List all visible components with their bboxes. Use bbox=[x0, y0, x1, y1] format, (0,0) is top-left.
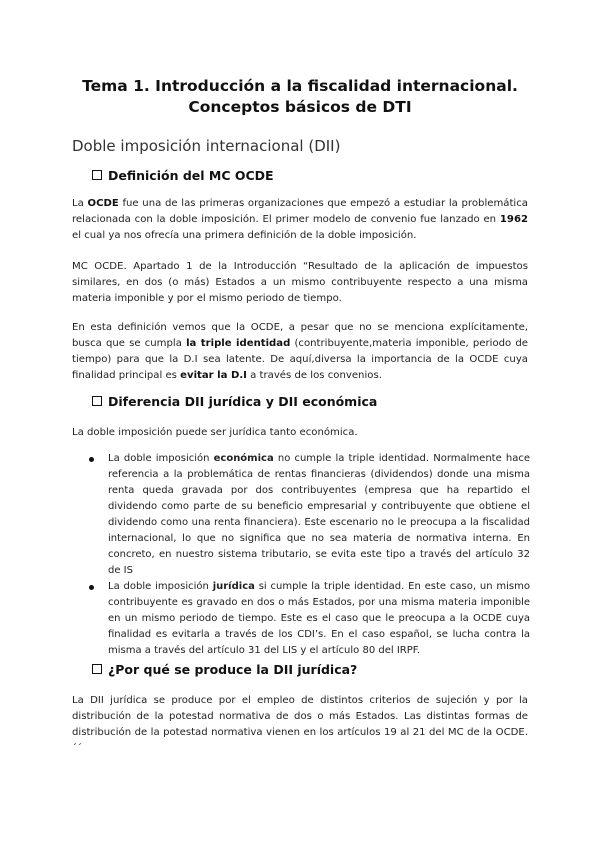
checkbox-icon bbox=[92, 664, 102, 674]
subheading-text: Diferencia DII jurídica y DII económica bbox=[108, 394, 378, 409]
paragraph-triple-identidad: En esta definición vemos que la OCDE, a pesar que no se menciona explícitamente, busca que se cumpla la triple identidad (contribuyente,materia imponible, periodo de tiempo) para que la D.I sea latente. De aquí,diversa la importancia de la OCDE cuya finalidad principal es evitar la D.I a través de los convenios. bbox=[72, 322, 528, 381]
title-line-2: Conceptos básicos de DTI bbox=[188, 98, 412, 116]
bullet-list bbox=[72, 451, 530, 659]
bullet-icon bbox=[89, 585, 94, 590]
list-item: La doble imposición económica no cumple la triple identidad. Normalmente hace referencia a la problemática de rentas financieras (dividendos) donde una misma renta queda gravada por dos contribuyentes (empresa que ha repartido el dividendo como parte de su beneficio empresarial y contribuyente que obtiene el dividendo como una renta financiera). Este escenario no le preocupa a la fiscalidad internacional, lo que no significa que no sea materia de normativa interna. En concreto, en nuestro sistema tributario, se evita este tipo a través del artículo 32 de IS bbox=[72, 451, 530, 579]
paragraph-dii-juridica: La DII jurídica se produce por el empleo de distintos criterios de sujeción y por la distribución de la potestad normativa de dos o más Estados. Las distintas formas de distribución de la potestad normativa vienen en los artículos 19 al 21 del MC de la OCDE.´´ bbox=[72, 695, 528, 754]
page-title bbox=[0, 76, 600, 118]
checkbox-icon bbox=[92, 170, 102, 180]
subheading-text: ¿Por qué se produce la DII jurídica? bbox=[108, 662, 358, 677]
subheading-diferencia bbox=[92, 394, 377, 409]
checkbox-icon bbox=[92, 396, 102, 406]
list-item: La doble imposición jurídica si cumple la triple identidad. En este caso, un mismo contribuyente es gravado en dos o más Estados, por una misma materia imponible en un mismo periodo de tiempo. Este es el caso que le preocupa a la OCDE cuya finalidad es evitarla a través de los CDI’s. En el caso español, se lucha contra la misma a través del artículo 31 del LIS y el artículo 80 del IRPF. bbox=[72, 579, 530, 659]
paragraph-mc-ocde: MC OCDE. Apartado 1 de la Introducción “Resultado de la aplicación de impuestos similares, en dos (o más) Estados a un mismo contribuyente respecto a una misma materia imponible y por el mismo periodo de tiempo. bbox=[72, 261, 528, 304]
subheading-definicion bbox=[92, 168, 274, 183]
paragraph-diferencia-intro: La doble imposición puede ser jurídica tanto económica. bbox=[72, 427, 358, 438]
section-heading: Doble imposición internacional (DII) bbox=[72, 137, 341, 155]
title-line-1: Tema 1. Introducción a la fiscalidad internacional. bbox=[82, 77, 518, 95]
subheading-por-que bbox=[92, 662, 357, 677]
bullet-icon bbox=[89, 457, 94, 462]
subheading-text: Definición del MC OCDE bbox=[108, 168, 274, 183]
paragraph-ocde-intro: La OCDE fue una de las primeras organizaciones que empezó a estudiar la problemática relacionada con la doble imposición. El primer modelo de convenio fue lanzado en 1962 el cual ya nos ofrecía una primera definición de la doble imposición. bbox=[72, 198, 528, 241]
